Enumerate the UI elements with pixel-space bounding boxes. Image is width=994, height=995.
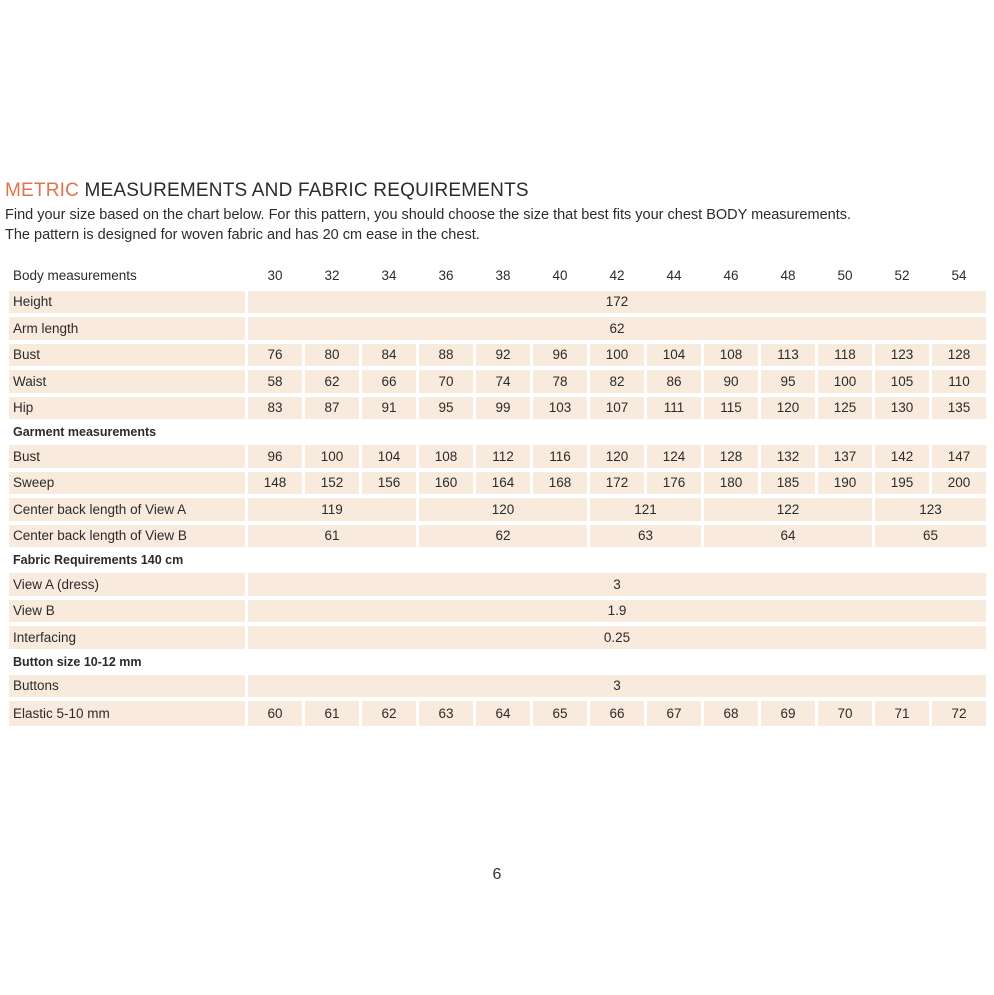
- table-row: [9, 525, 986, 548]
- table-cell: 142: [875, 445, 929, 468]
- table-cell: 58: [248, 370, 302, 393]
- table-row: [9, 472, 986, 495]
- table-cell: 112: [476, 445, 530, 468]
- size-header: 40: [552, 267, 568, 283]
- size-header: 50: [837, 267, 853, 283]
- table-cell: 119: [248, 498, 416, 521]
- title-rest: MEASUREMENTS AND FABRIC REQUIREMENTS: [79, 180, 529, 201]
- table-cell: 122: [704, 498, 872, 521]
- table-cell: 65: [533, 701, 587, 726]
- table-cell: 67: [647, 701, 701, 726]
- table-cell: 76: [248, 344, 302, 367]
- row-label: Center back length of View A: [9, 498, 245, 521]
- table-cell: 86: [647, 370, 701, 393]
- table-cell: 63: [590, 525, 701, 548]
- row-label: Interfacing: [9, 626, 245, 649]
- table-cell: 64: [476, 701, 530, 726]
- size-header: 52: [894, 267, 910, 283]
- table-cell: 74: [476, 370, 530, 393]
- table-cell: 105: [875, 370, 929, 393]
- table-cell: 137: [818, 445, 872, 468]
- section-heading-row: [9, 423, 986, 441]
- table-cell: 108: [704, 344, 758, 367]
- table-cell: 61: [248, 525, 416, 548]
- table-cell: 156: [362, 472, 416, 495]
- page-number: 6: [492, 866, 502, 883]
- table-row: [9, 675, 986, 698]
- table-cell: 120: [419, 498, 587, 521]
- table-cell: 190: [818, 472, 872, 495]
- size-header: 30: [267, 267, 283, 283]
- table-cell: 116: [533, 445, 587, 468]
- table-cell: 3: [248, 573, 986, 596]
- size-chart-table: [6, 260, 989, 730]
- size-header: 46: [723, 267, 739, 283]
- table-cell: 128: [932, 344, 986, 367]
- table-cell: 82: [590, 370, 644, 393]
- table-row: [9, 701, 986, 726]
- table-cell: 96: [248, 445, 302, 468]
- table-cell: 78: [533, 370, 587, 393]
- header-label: Body measurements: [13, 267, 137, 283]
- section-heading-row: [9, 551, 986, 569]
- table-cell: 103: [533, 397, 587, 420]
- row-label: Waist: [9, 370, 245, 393]
- table-cell: 62: [248, 317, 986, 340]
- table-cell: 62: [419, 525, 587, 548]
- table-cell: 91: [362, 397, 416, 420]
- section-heading: Garment measurements: [13, 425, 157, 439]
- table-header-row: [9, 264, 986, 287]
- size-header: 34: [381, 267, 397, 283]
- table-cell: 72: [932, 701, 986, 726]
- table-cell: 185: [761, 472, 815, 495]
- table-cell: 87: [305, 397, 359, 420]
- size-header: 36: [438, 267, 454, 283]
- title-accent: METRIC: [5, 180, 80, 201]
- table-cell: 100: [305, 445, 359, 468]
- table-cell: 61: [305, 701, 359, 726]
- table-cell: 123: [875, 498, 986, 521]
- row-label: Hip: [9, 397, 245, 420]
- row-label: Bust: [9, 344, 245, 367]
- table-cell: 66: [362, 370, 416, 393]
- row-label: Center back length of View B: [9, 525, 245, 548]
- table-cell: 200: [932, 472, 986, 495]
- section-heading: Fabric Requirements 140 cm: [13, 553, 184, 567]
- row-label: Height: [9, 291, 245, 314]
- table-cell: 164: [476, 472, 530, 495]
- table-cell: 121: [590, 498, 701, 521]
- table-cell: 128: [704, 445, 758, 468]
- table-cell: 95: [419, 397, 473, 420]
- table-cell: 100: [590, 344, 644, 367]
- table-cell: 71: [875, 701, 929, 726]
- page-title: [5, 180, 529, 202]
- table-cell: 64: [704, 525, 872, 548]
- table-cell: 135: [932, 397, 986, 420]
- row-label: Bust: [9, 445, 245, 468]
- size-header: 54: [951, 267, 967, 283]
- table-cell: 1.9: [248, 600, 986, 623]
- row-label: View A (dress): [9, 573, 245, 596]
- table-cell: 195: [875, 472, 929, 495]
- table-cell: 110: [932, 370, 986, 393]
- row-label: Buttons: [9, 675, 245, 698]
- table-cell: 172: [248, 291, 986, 314]
- table-cell: 172: [590, 472, 644, 495]
- table-cell: 69: [761, 701, 815, 726]
- table-row: [9, 344, 986, 367]
- table-cell: 95: [761, 370, 815, 393]
- row-label: Elastic 5-10 mm: [9, 701, 245, 726]
- table-cell: 113: [761, 344, 815, 367]
- table-cell: 60: [248, 701, 302, 726]
- table-row: [9, 397, 986, 420]
- table-cell: 124: [647, 445, 701, 468]
- table-cell: 104: [647, 344, 701, 367]
- table-row: [9, 626, 986, 649]
- section-heading: Button size 10-12 mm: [13, 654, 142, 669]
- table-cell: 65: [875, 525, 986, 548]
- table-cell: 160: [419, 472, 473, 495]
- size-header: 44: [666, 267, 682, 283]
- table-cell: 168: [533, 472, 587, 495]
- table-cell: 3: [248, 675, 986, 698]
- table-cell: 83: [248, 397, 302, 420]
- table-cell: 100: [818, 370, 872, 393]
- table-cell: 70: [419, 370, 473, 393]
- table-cell: 92: [476, 344, 530, 367]
- size-header: 48: [780, 267, 796, 283]
- table-cell: 62: [362, 701, 416, 726]
- table-row: [9, 317, 986, 340]
- table-cell: 120: [761, 397, 815, 420]
- intro-text: [5, 205, 851, 245]
- table-row: [9, 370, 986, 393]
- table-body: [9, 264, 986, 726]
- table-cell: 62: [305, 370, 359, 393]
- intro-line: Find your size based on the chart below. For this pattern, you should choose the size that best fits your chest BODY measurements.: [5, 207, 852, 223]
- table-cell: 111: [647, 397, 701, 420]
- table-cell: 118: [818, 344, 872, 367]
- table-row: [9, 498, 986, 521]
- row-label: View B: [9, 600, 245, 623]
- table-cell: 132: [761, 445, 815, 468]
- table-cell: 66: [590, 701, 644, 726]
- row-label: Arm length: [9, 317, 245, 340]
- table-cell: 107: [590, 397, 644, 420]
- table-cell: 99: [476, 397, 530, 420]
- table-cell: 104: [362, 445, 416, 468]
- table-row: [9, 573, 986, 596]
- intro-line: The pattern is designed for woven fabric and has 20 cm ease in the chest.: [5, 227, 480, 243]
- table-cell: 63: [419, 701, 473, 726]
- table-cell: 125: [818, 397, 872, 420]
- row-label: Sweep: [9, 472, 245, 495]
- size-header: 38: [495, 267, 511, 283]
- table-cell: 180: [704, 472, 758, 495]
- section-heading-row: [9, 653, 986, 671]
- size-header: 32: [324, 267, 340, 283]
- table-cell: 90: [704, 370, 758, 393]
- size-header: 42: [609, 267, 625, 283]
- table-cell: 80: [305, 344, 359, 367]
- table-cell: 115: [704, 397, 758, 420]
- table-cell: 176: [647, 472, 701, 495]
- table-row: [9, 445, 986, 468]
- table-cell: 88: [419, 344, 473, 367]
- table-cell: 108: [419, 445, 473, 468]
- table-row: [9, 291, 986, 314]
- table-cell: 123: [875, 344, 929, 367]
- table-cell: 152: [305, 472, 359, 495]
- table-cell: 0.25: [248, 626, 986, 649]
- table-cell: 130: [875, 397, 929, 420]
- table-cell: 147: [932, 445, 986, 468]
- table-cell: 148: [248, 472, 302, 495]
- table-cell: 84: [362, 344, 416, 367]
- table-cell: 70: [818, 701, 872, 726]
- table-cell: 68: [704, 701, 758, 726]
- table-cell: 96: [533, 344, 587, 367]
- table-row: [9, 600, 986, 623]
- table-cell: 120: [590, 445, 644, 468]
